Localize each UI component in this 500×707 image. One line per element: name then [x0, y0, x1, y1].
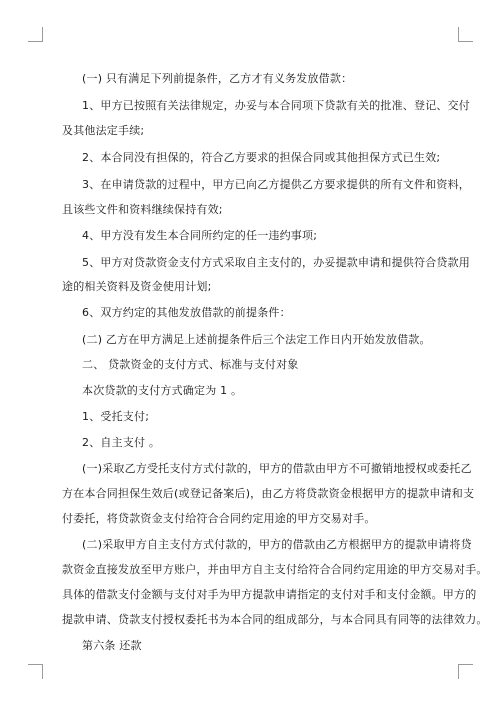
condition-1-line-2: 及其他法定手续; [62, 124, 145, 137]
condition-4: 4、甲方没有发生本合同所约定的任一违约事项; [82, 229, 318, 242]
condition-3-line-2: 且该些文件和资料继续保持有效; [62, 203, 223, 216]
condition-6: 6、双方约定的其他发放借款的前提条件： [82, 306, 291, 319]
self-payment-line-2: 款资金直接发放至甲方账户，并由甲方自主支付给符合合同约定用途的甲方交易对手。 [62, 563, 488, 576]
clause-one-heading: (一) 只有满足下列前提条件，乙方才有义务发放借款： [82, 72, 353, 85]
condition-5-line-2: 途的相关资料及资金使用计划; [62, 280, 212, 293]
condition-2: 2、本合同没有担保的，符合乙方要求的担保合同或其他担保方式已生效; [82, 151, 441, 164]
self-payment-line-4: 提款申请、贷款支付授权委托书为本合同的组成部分，与本合同具有同等的法律效力。 [62, 613, 488, 626]
entrusted-payment-line-1: (一)采取乙方受托支付方式付款的，甲方的借款由甲方不可撤销地授权或委托乙 [82, 462, 472, 475]
crop-mark-top-right [458, 27, 473, 42]
crop-mark-bottom-left [28, 664, 43, 679]
entrusted-payment-line-3: 付委托，将贷款资金支付给符合合同约定用途的甲方交易对手。 [62, 512, 376, 525]
clause-two: (二) 乙方在甲方满足上述前提条件后三个法定工作日内开始发放借款。 [82, 333, 431, 346]
entrusted-payment-line-2: 方在本合同担保生效后(或登记备案后)，由乙方将贷款资金根据甲方的提款申请和支 [62, 487, 475, 500]
self-payment-line-1: (二)采取甲方自主支付方式付款的，甲方的借款由乙方根据甲方的提款申请将贷 [82, 538, 472, 551]
condition-5-line-1: 5、甲方对贷款资金支付方式采取自主支付的，办妥提款申请和提供符合贷款用 [82, 256, 470, 269]
condition-3-line-1: 3、在申请贷款的过程中，甲方已向乙方提供乙方要求提供的所有文件和资料， [82, 178, 470, 191]
payment-option-2: 2、自主支付 。 [82, 436, 161, 449]
section-two-heading: 二、 贷款资金的支付方式、标准与支付对象 [82, 358, 299, 371]
payment-option-1: 1、受托支付; [82, 410, 150, 423]
crop-mark-bottom-right [458, 664, 473, 679]
payment-method-line: 本次贷款的支付方式确定为 1 。 [82, 384, 243, 397]
article-six-heading: 第六条 还款 [82, 639, 142, 652]
crop-mark-top-left [28, 27, 43, 42]
condition-1-line-1: 1、甲方已按照有关法律规定，办妥与本合同项下贷款有关的批准、登记、交付 [82, 99, 470, 112]
self-payment-line-3: 具体的借款支付金额与支付对手为甲方提款申请指定的支付对手和支付金额。甲方的 [62, 588, 477, 601]
